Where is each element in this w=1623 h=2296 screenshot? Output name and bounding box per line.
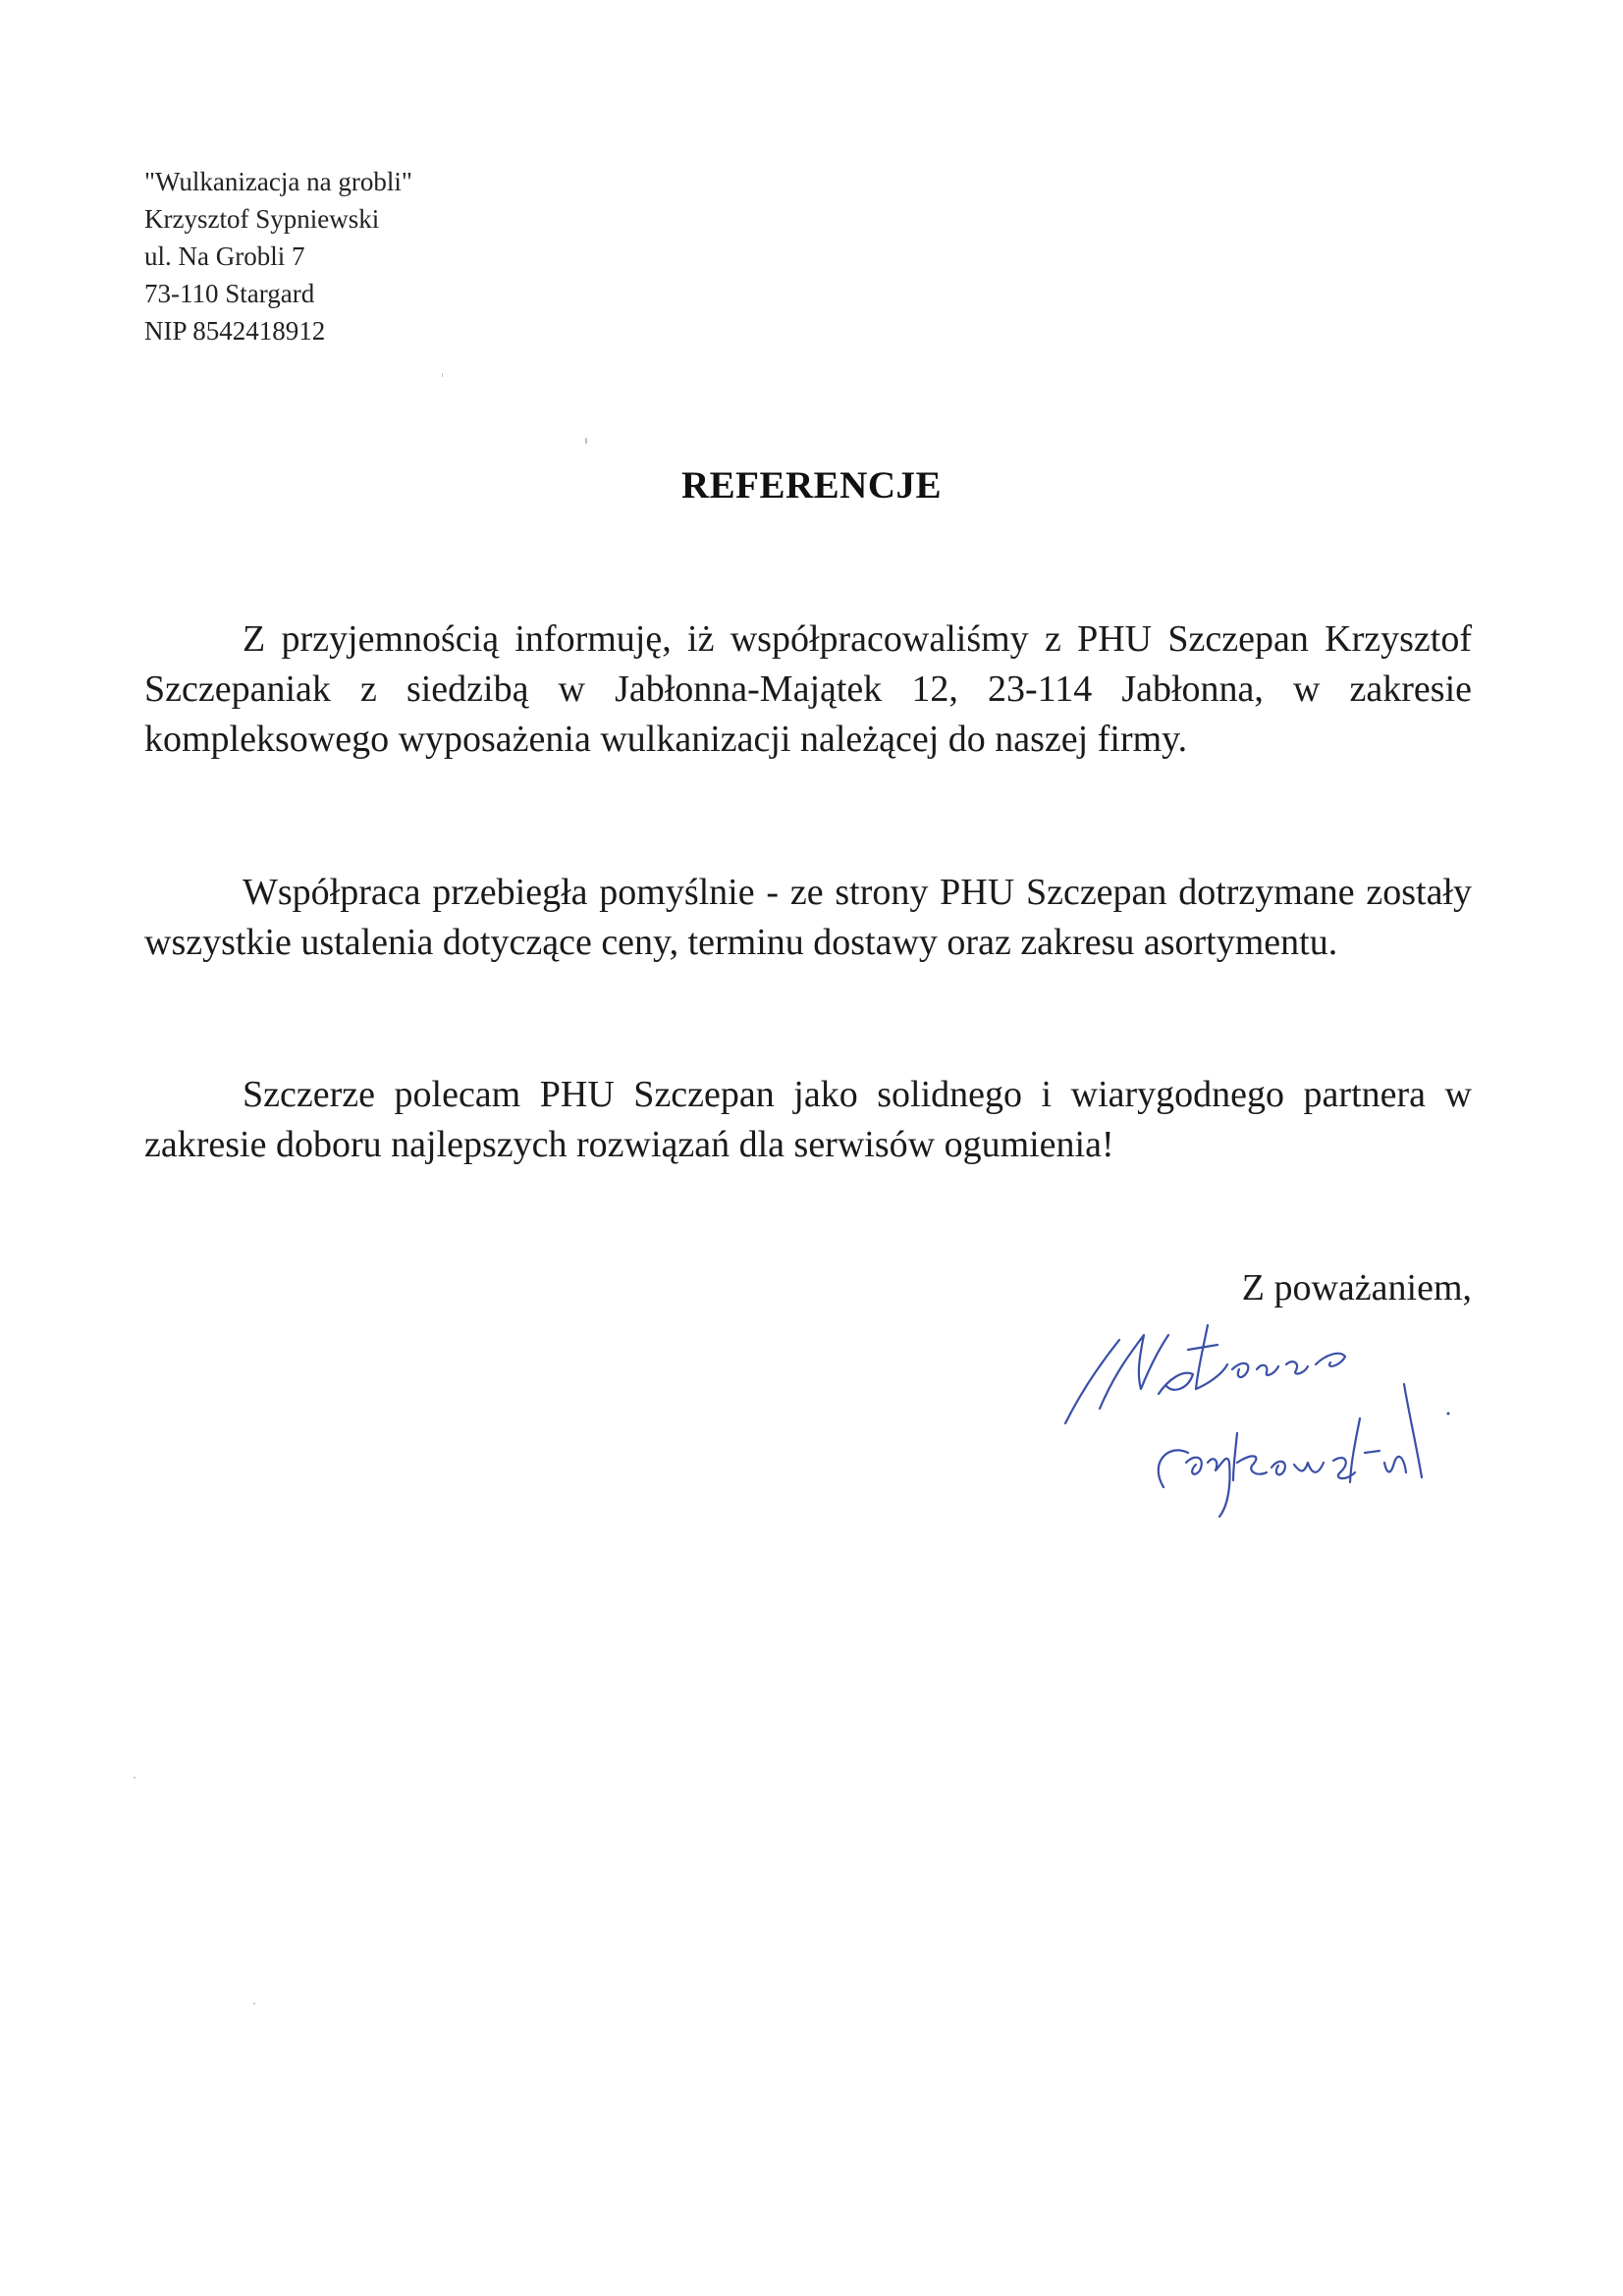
scan-speck [253, 2002, 255, 2004]
body-paragraph-2: Współpraca przebiegła pomyślnie - ze strony PHU Szczepan dotrzymane zostały wszystkie ustalenia dotyczące ceny, terminu dostawy oraz zakresu asortymentu. [144, 872, 1472, 963]
sender-address-block [144, 163, 412, 349]
body-paragraph-3: Szczerze polecam PHU Szczepan jako solidnego i wiarygodnego partnera w zakresie doboru najlepszych rozwiązań dla serwisów ogumienia! [144, 1074, 1472, 1165]
document-title: REFERENCJE [680, 464, 943, 507]
handwritten-signature [1060, 1315, 1492, 1522]
body-paragraph-1: Z przyjemnością informuję, iż współpracowaliśmy z PHU Szczepan Krzysztof Szczepaniak z siedzibą w Jabłonna-Majątek 12, 23-114 Jabłonna, w zakresie kompleksowego wyposażenia wulkanizacji należącej do naszej firmy. [144, 618, 1472, 760]
sender-street: ul. Na Grobli 7 [144, 241, 305, 271]
sender-postal-city: 73-110 Stargard [144, 279, 315, 308]
scan-speck [442, 373, 443, 377]
sender-company-name: "Wulkanizacja na grobli" [144, 167, 412, 196]
closing-salutation: Z poważaniem, [1241, 1267, 1472, 1308]
sender-tax-id: NIP 8542418912 [144, 316, 326, 346]
scan-speck [585, 438, 587, 444]
sender-person-name: Krzysztof Sypniewski [144, 204, 380, 234]
scan-speck [134, 1777, 135, 1779]
